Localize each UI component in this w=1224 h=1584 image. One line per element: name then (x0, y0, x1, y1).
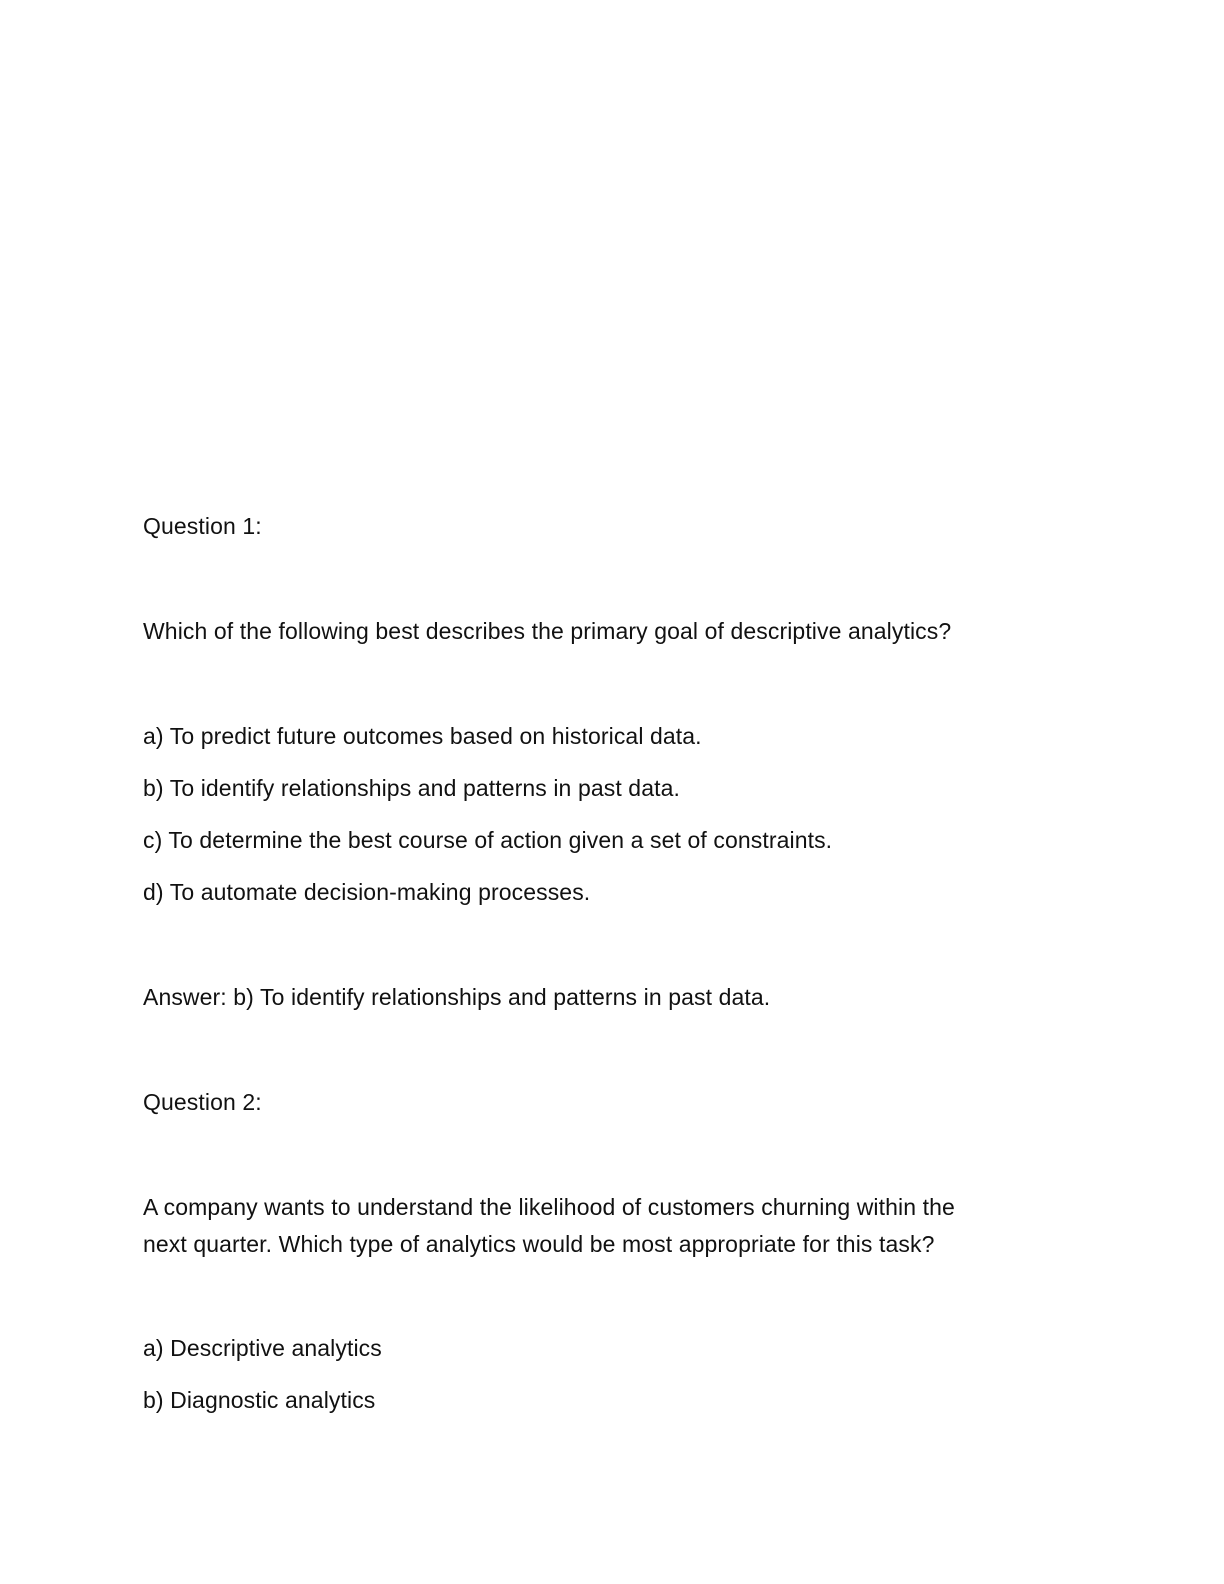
question-2-option-b: b) Diagnostic analytics (143, 1387, 376, 1413)
question-1-option-d: d) To automate decision-making processes. (143, 879, 591, 905)
question-2-prompt-line-2: next quarter. Which type of analytics would be most appropriate for this task? (143, 1231, 935, 1257)
question-1-option-c: c) To determine the best course of action given a set of constraints. (143, 827, 833, 853)
question-1-answer: Answer: b) To identify relationships and patterns in past data. (143, 984, 771, 1010)
question-2-prompt-line-1: A company wants to understand the likelihood of customers churning within the (143, 1194, 955, 1220)
question-2-heading: Question 2: (143, 1089, 262, 1115)
question-1-option-b: b) To identify relationships and patterns in past data. (143, 775, 680, 801)
question-1-option-a: a) To predict future outcomes based on historical data. (143, 723, 702, 749)
question-1-prompt: Which of the following best describes the primary goal of descriptive analytics? (143, 618, 952, 644)
question-2-option-a: a) Descriptive analytics (143, 1335, 382, 1361)
question-1-heading: Question 1: (143, 513, 262, 539)
